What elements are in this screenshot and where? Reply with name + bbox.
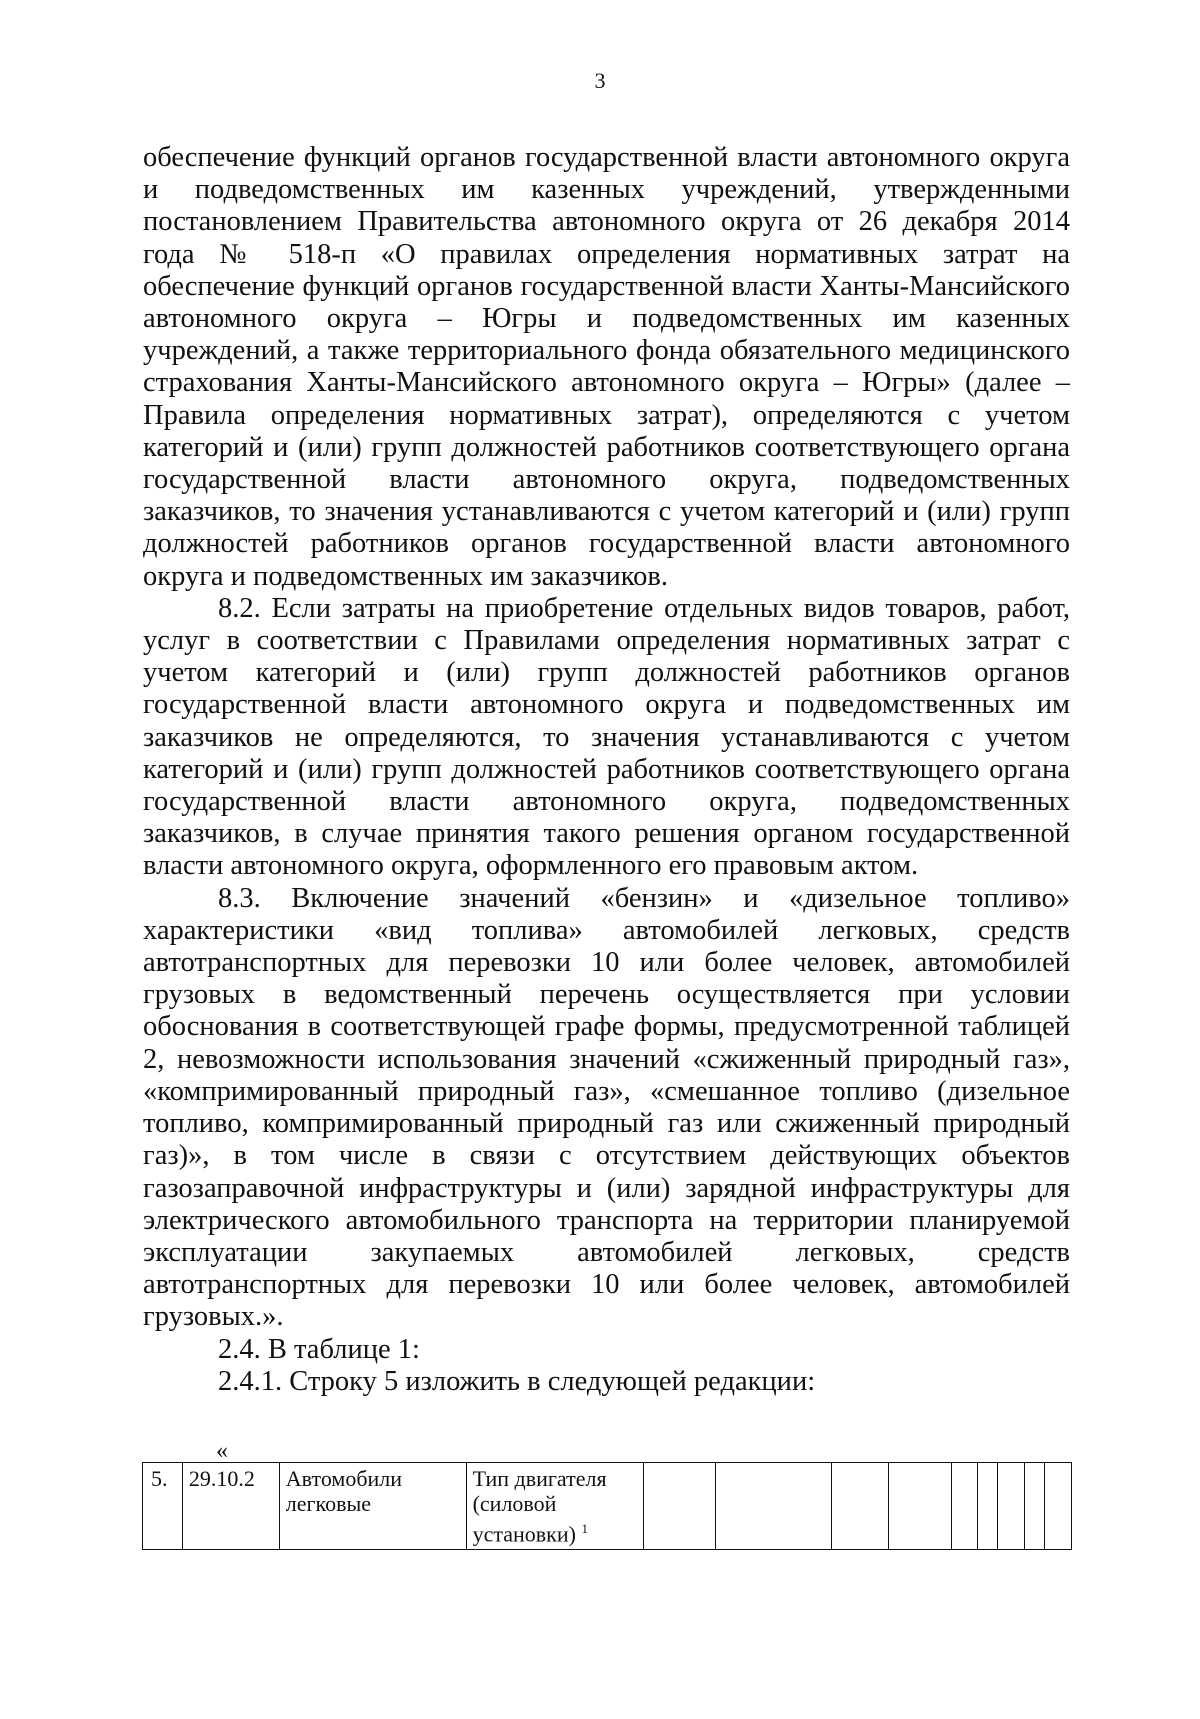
- opening-quote: «: [216, 1438, 228, 1464]
- empty-cell: [889, 1463, 952, 1550]
- empty-cell: [1045, 1463, 1072, 1550]
- empty-cell: [832, 1463, 889, 1550]
- footnote-marker: 1: [581, 1521, 588, 1536]
- paragraph-8-2: 8.2. Если затраты на приобретение отдельных видов товаров, работ, услуг в соответствии с Правилами определения нормативных затрат с учетом категорий и (или) групп должностей работников органов государственной власти автономного округа и подведомственных им заказчиков не определяются, то значения устанавливаются с учетом категорий и (или) групп должностей работников соответствующего органа государственной власти автономного округа, подведомственных заказчиков, в случае принятия такого решения органом государственной власти автономного округа, оформленного его правовым актом.: [143, 592, 1070, 882]
- page-number: 3: [594, 68, 606, 93]
- document-body: [143, 142, 1070, 1398]
- table-row: [143, 1463, 1072, 1550]
- empty-cell: [952, 1463, 978, 1550]
- empty-cell: [644, 1463, 715, 1550]
- empty-cell: [978, 1463, 998, 1550]
- characteristic-cell: [466, 1463, 644, 1550]
- paragraph-2-4: 2.4. В таблице 1:: [218, 1333, 420, 1365]
- item-name-cell: Автомобили легковые: [279, 1463, 466, 1550]
- paragraph-continuation: обеспечение функций органов государственной власти автономного округа и подведомственных им казенных учреждений, утвержденными постановлением Правительства автономного округа от 26 декабря 2014 года № 518-п «О правилах определения нормативных затрат на обеспечение функций органов государственной власти Ханты-Мансийского автономного округа – Югры и подведомственных им казенных учреждений, а также территориального фонда обязательного медицинского страхования Ханты-Мансийского автономного округа – Югры» (далее – Правила определения нормативных затрат), определяются с учетом категорий и (или) групп должностей работников соответствующего органа государственной власти автономного округа, подведомственных заказчиков, то значения устанавливаются с учетом категорий и (или) групп должностей работников органов государственной власти автономного округа и подведомственных им заказчиков.: [143, 142, 1070, 592]
- amendment-table: [142, 1462, 1072, 1550]
- empty-cell: [998, 1463, 1025, 1550]
- paragraph-8-3: 8.3. Включение значений «бензин» и «дизельное топливо» характеристики «вид топлива» автомобилей легковых, средств автотранспортных для перевозки 10 или более человек, автомобилей грузовых в ведомственный перечень осуществляется при условии обоснования в соответствующей графе формы, предусмотренной таблицей 2, невозможности использования значений «сжиженный природный газ», «компримированный природный газ», «смешанное топливо (дизельное топливо, компримированный природный газ или сжиженный природный газ)», в том числе в связи с отсутствием действующих объектов газозаправочной инфраструктуры и (или) зарядной инфраструктуры для электрического автомобильного транспорта на территории планируемой эксплуатации закупаемых автомобилей легковых, средств автотранспортных для перевозки 10 или более человек, автомобилей грузовых.».: [143, 882, 1070, 1333]
- paragraph-2-4-1: 2.4.1. Строку 5 изложить в следующей редакции:: [218, 1365, 816, 1397]
- characteristic-text: Тип двигателя (силовой установки): [472, 1466, 607, 1547]
- empty-cell: [715, 1463, 831, 1550]
- empty-cell: [1024, 1463, 1044, 1550]
- row-number-cell: 5.: [143, 1463, 183, 1550]
- okpd-code-cell: 29.10.2: [182, 1463, 279, 1550]
